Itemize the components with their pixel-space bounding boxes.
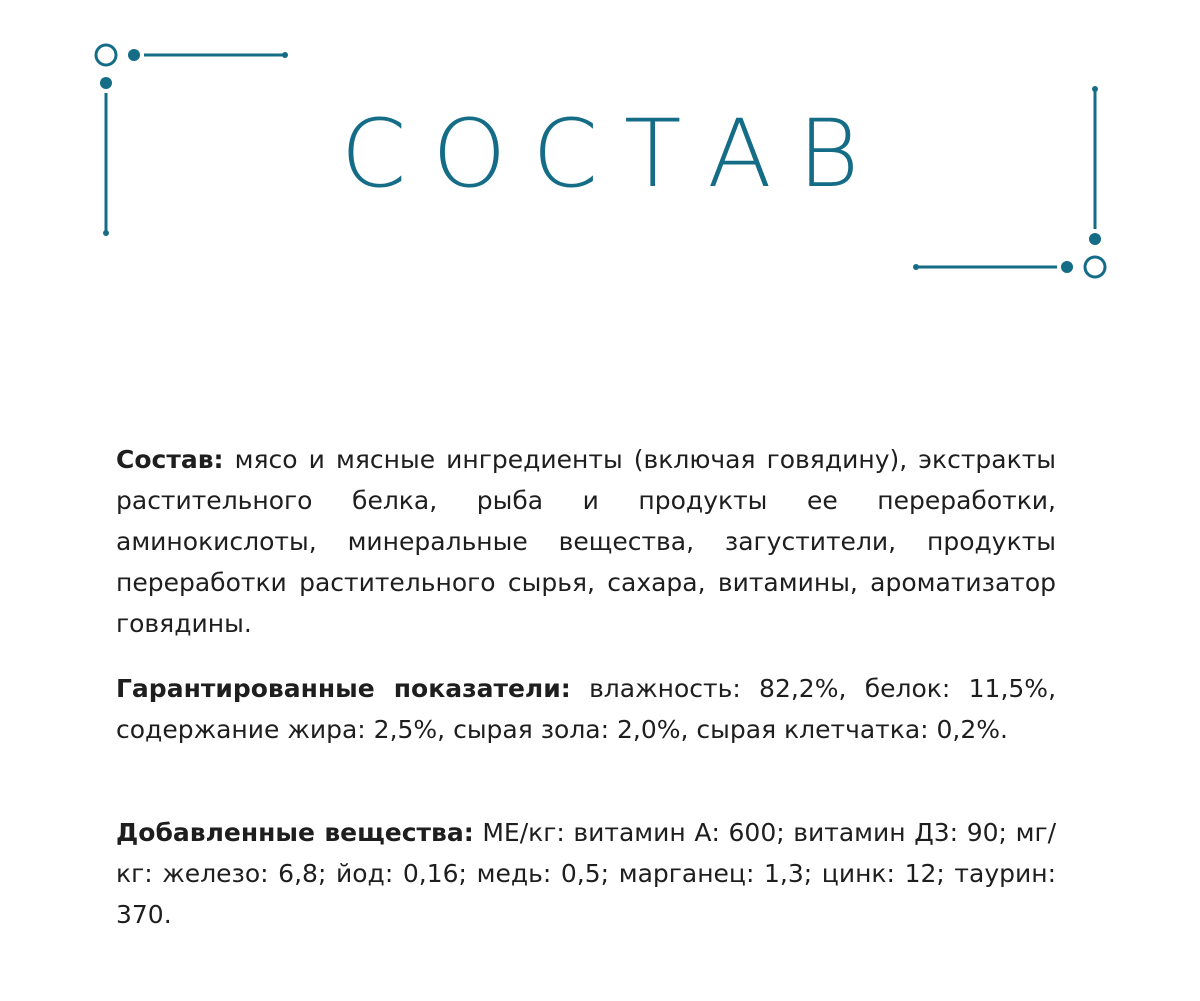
line-end-dot <box>103 230 109 236</box>
guaranteed-values-text: влажность: 82,2%, белок: 11,5%, содержание жира: 2,5%, сырая зола: 2,0%, сырая клетчатка: 0,2%. <box>116 674 1057 744</box>
line-end-dot <box>282 52 288 58</box>
additives-label: Добавленные вещества: <box>116 818 474 847</box>
dot-icon <box>128 49 140 61</box>
ring-icon <box>96 45 116 65</box>
dot-icon <box>1089 233 1101 245</box>
ring-icon <box>1085 257 1105 277</box>
line-end-dot <box>913 264 919 270</box>
additives-paragraph <box>116 812 1056 935</box>
guaranteed-values-paragraph <box>116 668 1056 750</box>
composition-text: мясо и мясные ингредиенты (включая говядину), экстракты растительного белка, рыба и продукты ее переработки, аминокислоты, минеральные вещества, загустители, продукты переработки растительного сырья, сахара, витамины, ароматизатор говядины. <box>116 445 1056 638</box>
composition-label: Состав: <box>116 445 224 474</box>
composition-paragraph <box>116 439 1056 644</box>
dot-icon <box>100 77 112 89</box>
line-end-dot <box>1092 86 1098 92</box>
dot-icon <box>1061 261 1073 273</box>
guaranteed-values-label: Гарантированные показатели: <box>116 674 571 703</box>
additives-text: МЕ/кг: витамин А: 600; витамин Д3: 90; мг/кг: железо: 6,8; йод: 0,16; медь: 0,5; марганец: 1,3; цинк: 12; таурин: 370. <box>116 818 1057 929</box>
page-title: СОСТАВ <box>340 100 886 209</box>
